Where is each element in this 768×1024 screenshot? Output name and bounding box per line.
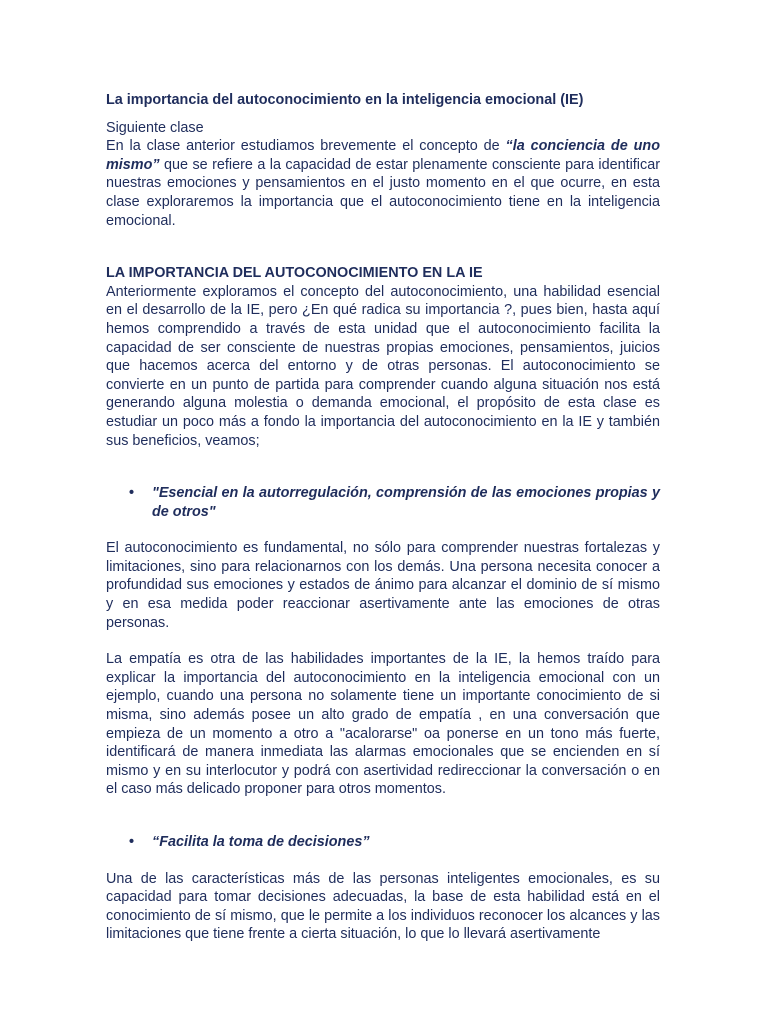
document-title: La importancia del autoconocimiento en la inteligencia emocional (IE) <box>106 92 584 108</box>
section-heading: LA IMPORTANCIA DEL AUTOCONOCIMIENTO EN LA IE <box>106 265 483 282</box>
intro-paragraph <box>106 137 660 230</box>
paragraph-empatia: La empatía es otra de las habilidades importantes de la IE, la hemos traído para explicar la importancia del autoconocimiento en la inteligencia emocional con un ejemplo, cuando una persona no solamente tiene un importante conocimiento de si misma, sino además posee un alto grado de empatía , en una conversación que empieza de un momento a otro a "acalorarse" oa ponerse en un tono más fuerte, identificará de manera inmediata las alarmas emocionales que se encienden en sí mismo y en su interlocutor y podrá con asertividad redireccionar la conversación o en el caso más delicado proponer para otros momentos. <box>106 651 660 798</box>
bullet-dot-icon: • <box>129 834 135 850</box>
intro-text-before: En la clase anterior estudiamos brevemente el concepto de <box>106 138 506 155</box>
intro-text-after: que se refiere a la capacidad de estar plenamente consciente para identificar nuestras emociones y pensamientos en el justo momento en el que ocurre, en esta clase exploraremos la importancia que el autoconocimiento tiene en la inteligencia emocional. <box>106 156 660 229</box>
subtitle: Siguiente clase <box>106 119 204 136</box>
section-paragraph: Anteriormente exploramos el concepto del autoconocimiento, una habilidad esencial en el desarrollo de la IE, pero ¿En qué radica su importancia ?, pues bien, hasta aquí hemos comprendido a través de esta unidad que el autoconocimiento facilita la capacidad de ser consciente de nuestras propias emociones, pensamientos, juicios que hacemos acerca del entorno y de otras personas. El autoconocimiento se convierte en un punto de partida para comprender cuando alguna situación nos está generando alguna molestia o demanda emocional, el propósito de esta clase es estudiar un poco más a fondo la importancia del autoconocimiento en la IE y también sus beneficios, veamos; <box>106 283 660 449</box>
bullet-text: “Facilita la toma de decisiones” <box>152 834 370 850</box>
intro-emphasis: “la conciencia de uno mismo” <box>106 138 660 173</box>
document-page <box>106 91 660 944</box>
bullet-text: "Esencial en la autorregulación, comprensión de las emociones propias y de otros" <box>152 485 660 520</box>
paragraph-autoconocimiento: El autoconocimiento es fundamental, no sólo para comprender nuestras fortalezas y limitaciones, sino para relacionarnos con los demás. Una persona necesita conocer a profundidad sus emociones y estados de ánimo para alcanzar el dominio de sí mismo y en esa medida poder reaccionar asertivamente ante las emociones de otras personas. <box>106 540 660 631</box>
bullet-item-autorregulacion <box>106 484 660 521</box>
paragraph-decisiones: Una de las características más de las personas inteligentes emocionales, es su capacidad para tomar decisiones adecuadas, la base de esta habilidad está en el conocimiento de sí mismo, que le permite a los individuos reconocer los alcances y las limitaciones que tiene frente a cierta situación, lo que lo llevará asertivamente <box>106 870 660 943</box>
bullet-item-decisiones <box>106 833 660 852</box>
bullet-dot-icon: • <box>129 485 135 502</box>
